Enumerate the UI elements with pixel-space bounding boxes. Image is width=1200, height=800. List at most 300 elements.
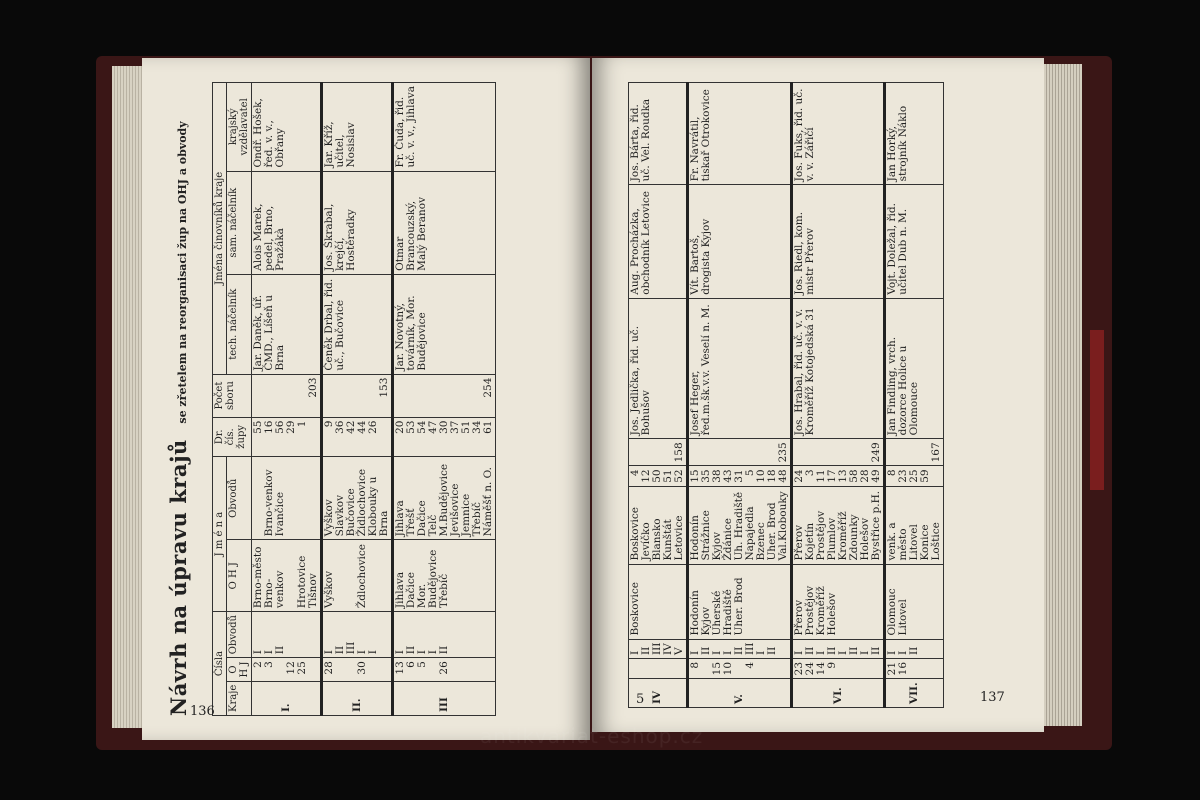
dr-num: 29 — [285, 420, 297, 434]
col-jmena: J m é n a — [213, 457, 227, 612]
ohj-num: 23 — [793, 661, 805, 676]
ohj-name-cell — [885, 564, 944, 639]
region-row — [792, 83, 885, 708]
vzdelavatel: Fr. Čuda, řid. uč. v. v., Jihlava — [394, 86, 417, 168]
sam-nacelnik: Jos. Riedl, kom. mistr Přerov — [793, 211, 816, 295]
obvod-name-cell — [629, 486, 688, 564]
dr-num: 13 — [837, 469, 849, 483]
kraj-label: II. — [350, 698, 363, 712]
dr-num: 11 — [815, 469, 827, 483]
tech-nacelnik: Jos. Hrabal, řid. uč. v. v. Kroměříž Kotojedská 31 — [793, 307, 816, 436]
ohj-num: 15 — [711, 661, 723, 676]
dr-cell — [322, 417, 393, 457]
obvod-name: Hodonín — [689, 515, 701, 561]
obvod-num-cell — [393, 612, 496, 658]
obvod-num — [286, 615, 297, 654]
obvod-num: I — [323, 650, 335, 655]
col-cinovnici: Jména činovníků kraje — [213, 83, 227, 375]
ohj-num: 25 — [296, 661, 308, 675]
obvod-num: I — [711, 650, 723, 655]
ohj-num: 9 — [826, 661, 838, 669]
ohj-num: 2 — [252, 661, 264, 668]
ohj-name: Přerov — [793, 599, 805, 636]
dr-num: 48 — [777, 469, 789, 483]
ohj-num: 14 — [815, 661, 827, 676]
watermark: antikvariat-eshop.cz — [480, 724, 704, 748]
kraj-cell — [322, 681, 393, 715]
obvod-name: Jemnice — [460, 493, 472, 537]
sam-nacelnik: Jos. Škrabal, krejčí, Hostěradky — [323, 203, 357, 271]
obvod-name: Plumlov — [826, 517, 838, 561]
pocet-cell — [629, 439, 688, 466]
kraj-cell — [688, 679, 792, 708]
region-row — [393, 83, 496, 716]
sam-cell — [629, 185, 688, 298]
dr-num: 49 — [870, 469, 882, 483]
vzdelavatel: Fr. Navrátil, tiskař Otrokovice — [689, 89, 712, 182]
title-main: Návrh na úpravu krajů — [166, 439, 191, 716]
dr-num: 18 — [766, 469, 778, 483]
tech-cell — [688, 298, 792, 439]
sam-nacelnik: Vojt. Doležal, řid. učitel Dub n. M. — [886, 203, 909, 295]
ohj-name: Ždlochovice — [356, 544, 368, 609]
ohj-name: Kyjov — [700, 606, 712, 636]
ohj-name: Budějovice — [427, 549, 439, 609]
obvod-name-cell — [792, 486, 885, 564]
kraj-label: I. — [279, 703, 292, 712]
obvod-name: Napajedla — [744, 506, 756, 561]
obvod-num: I — [689, 650, 701, 655]
ohj-name-cell — [792, 564, 885, 639]
ohj-name — [335, 543, 346, 608]
tech-nacelnik: Jar. Daněk, úř. ČMD., Líšeň u Brna — [252, 294, 286, 371]
obvod-num-cell — [792, 639, 885, 658]
obvod-num: II — [640, 646, 652, 655]
ohj-name: Kroměříž — [815, 586, 827, 636]
page-title — [166, 82, 202, 716]
obvod-num: III — [651, 642, 663, 655]
col-sam: sam. náčelník — [227, 171, 252, 274]
obvod-name: Bučovice — [345, 488, 357, 537]
obvod-name: Kunštát — [662, 519, 674, 561]
dr-cell — [688, 466, 792, 486]
obvod-name: Kyjov — [711, 531, 723, 561]
obvod-num: I — [859, 650, 871, 655]
col-vzdel: krajský vzdělavatel — [227, 83, 252, 172]
obvod-num: I — [394, 650, 406, 655]
kraj-cell — [252, 681, 322, 715]
dr-num: 10 — [755, 469, 767, 483]
pocet-value: 203 — [307, 377, 319, 398]
left-page-content — [166, 82, 566, 716]
ohj-name: Boskovice — [629, 582, 641, 636]
kraj-label: VII. — [908, 682, 920, 704]
ohj-num: 12 — [285, 661, 297, 675]
pocet-cell — [393, 374, 496, 417]
ohj-num: 3 — [263, 661, 275, 668]
sam-nacelnik: Vít. Bartoš, drogista Kyjov — [689, 218, 712, 295]
vzdel-cell — [885, 83, 944, 185]
kraj-cell — [393, 681, 496, 715]
ohj-num-cell — [688, 658, 792, 678]
vzdelavatel: Jos. Bárta, řid. uč. Vel. Roudka — [629, 98, 652, 182]
right-page — [592, 58, 1044, 732]
col-pocet: Počet sboru — [213, 374, 252, 417]
obvod-name — [297, 460, 308, 536]
dr-num: 5 — [744, 469, 756, 477]
sam-cell — [885, 185, 944, 298]
obvod-num: I — [897, 650, 909, 655]
ohj-name: Hrotovice — [296, 555, 308, 609]
obvod-name: Brno-venkov — [263, 469, 275, 537]
col-kraje: Kraje — [227, 681, 252, 715]
obvod-name: Uher. Brod — [766, 502, 778, 561]
obvod-name: Zdounky — [848, 514, 860, 561]
page-edges-left — [112, 66, 144, 728]
ohj-num: 4 — [744, 661, 756, 669]
obvod-num: I — [356, 650, 368, 655]
ohj-name: Třebíč — [438, 573, 450, 609]
obvod-num: II — [438, 645, 450, 655]
page-number-mid: 5 — [636, 692, 645, 707]
dr-num: 30 — [438, 420, 450, 434]
obvod-name: Litovel — [908, 524, 920, 561]
obvod-name: Třešť — [405, 508, 417, 537]
ohj-name: Jihlava — [394, 571, 406, 609]
obvod-name: Kroměříž — [837, 511, 849, 561]
ohj-num-cell — [393, 658, 496, 682]
pocet-cell — [688, 439, 792, 466]
obvod-name: Kojetín — [804, 522, 816, 561]
tech-nacelnik: Jos. Jedlička, řid. uč. Bohušov — [629, 325, 652, 436]
obvod-num: II — [334, 645, 346, 655]
kraj-label: V. — [733, 694, 745, 704]
ohj-num: 28 — [323, 661, 335, 675]
obvod-num: I — [815, 650, 827, 655]
obvod-name: Jevíčko — [640, 522, 652, 561]
dr-num: 36 — [334, 420, 346, 434]
region-row — [885, 83, 944, 708]
ohj-num — [368, 661, 379, 678]
ohj-name: Brno-město — [252, 546, 264, 609]
obvod-num-cell — [885, 639, 944, 658]
ohj-name: Prostějov — [804, 585, 816, 636]
obvod-name: Konice — [919, 524, 931, 561]
dr-num: 42 — [345, 420, 357, 434]
dr-num: 23 — [897, 469, 909, 483]
dr-num: 47 — [427, 420, 439, 434]
obvod-num: II — [700, 646, 712, 655]
obvod-num: II — [274, 645, 286, 655]
ohj-name — [663, 568, 674, 636]
dr-num: 51 — [662, 469, 674, 483]
tech-cell — [252, 274, 322, 374]
dr-num: 43 — [722, 469, 734, 483]
dr-cell — [252, 417, 322, 457]
ohj-name: Hodonín — [689, 590, 701, 636]
sam-cell — [393, 171, 496, 274]
ohj-num: 26 — [438, 661, 450, 675]
ohj-num-cell — [885, 658, 944, 678]
col-ohj: O H J — [227, 658, 252, 682]
vzdelavatel: Jar. Kříž, učitel, Nosislav — [323, 121, 357, 168]
obvod-num: II — [804, 646, 816, 655]
obvod-name: Strážnice — [700, 510, 712, 561]
pocet-value: 158 — [673, 442, 685, 463]
obvod-name: Náměšť n. O. — [482, 467, 494, 537]
ohj-num-cell — [629, 658, 688, 678]
pocet-value: 254 — [482, 377, 494, 398]
ohj-name — [652, 568, 663, 636]
ohj-name: Olomouc — [886, 588, 898, 636]
col-cisla: Čísla — [213, 612, 227, 716]
obvod-name-cell — [393, 457, 496, 540]
ohj-name: Vyškov — [323, 570, 335, 609]
ohj-name-cell — [322, 540, 393, 612]
obvod-name: Letovice — [673, 515, 685, 561]
sam-nacelnik: Otmar Brancouzský, Malý Beranov — [394, 196, 428, 271]
kraj-label: VI. — [831, 687, 844, 704]
obvod-num: II — [405, 645, 417, 655]
obvod-num-cell — [629, 639, 688, 658]
obvod-name: Přerov — [793, 524, 805, 561]
dr-num: 35 — [700, 469, 712, 483]
tech-nacelnik: Josef Heger, řed.m.šk.v.v. Veselí n. M. — [689, 304, 712, 436]
col-obvodu-name: Obvodů — [227, 457, 252, 540]
pocet-cell — [885, 439, 944, 466]
dr-num: 51 — [460, 420, 472, 434]
obvod-num: II — [848, 646, 860, 655]
vzdel-cell — [629, 83, 688, 185]
vzdel-cell — [252, 83, 322, 172]
dr-num: 28 — [859, 469, 871, 483]
obvod-num: IV — [662, 643, 674, 655]
obvod-name: Jihlava — [394, 500, 406, 537]
ohj-num-cell — [792, 658, 885, 678]
obvod-name: Boskovice — [629, 507, 641, 561]
obvod-name-cell — [885, 486, 944, 564]
ohj-num-cell — [322, 658, 393, 682]
ohj-name: Tišnov — [307, 573, 319, 609]
dr-num: 38 — [711, 469, 723, 483]
dr-num: 20 — [394, 420, 406, 434]
obvod-num: I — [722, 650, 734, 655]
ohj-name-cell — [688, 564, 792, 639]
pocet-value: 235 — [777, 442, 789, 463]
title-subtitle: se zřetelem na reorganisaci žup na OHJ a obvody — [176, 121, 189, 424]
obvod-num — [297, 615, 308, 654]
vzdel-cell — [393, 83, 496, 172]
ohj-name — [674, 568, 685, 636]
obvod-num: I — [793, 650, 805, 655]
dr-cell — [792, 466, 885, 486]
col-obvodu: Obvodů — [227, 612, 252, 658]
sam-cell — [252, 171, 322, 274]
obvod-num: I — [755, 650, 767, 655]
tech-nacelnik: Čeněk Drbal, řid. uč., Bučovice — [323, 278, 346, 371]
dr-num: 59 — [919, 469, 931, 483]
obvod-num: I — [263, 650, 275, 655]
obvod-num: I — [427, 650, 439, 655]
obvod-num-cell — [252, 612, 322, 658]
dr-num: 37 — [449, 420, 461, 434]
ohj-name: Uher. Brod — [733, 577, 745, 636]
kraj-cell — [885, 679, 944, 708]
dr-num: 34 — [471, 420, 483, 434]
regions-table-left — [212, 82, 496, 716]
obvod-num: I — [252, 650, 264, 655]
sam-cell — [322, 171, 393, 274]
kraj-cell — [792, 679, 885, 708]
ohj-num: 8 — [689, 661, 701, 669]
dr-num: 58 — [848, 469, 860, 483]
page-edges-right — [1044, 64, 1082, 726]
ohj-num: 13 — [394, 661, 406, 675]
col-dr: Dr. čís. župy — [213, 417, 252, 457]
vzdel-cell — [322, 83, 393, 172]
dr-num: 61 — [482, 420, 494, 434]
pocet-value: 153 — [378, 377, 390, 398]
regions-table-right — [628, 82, 944, 708]
obvod-num-cell — [322, 612, 393, 658]
sam-cell — [688, 185, 792, 298]
dr-num: 16 — [263, 420, 275, 434]
obvod-name: Uh. Hradiště — [733, 491, 745, 561]
obvod-name: Ivančice — [274, 491, 286, 537]
vzdel-cell — [792, 83, 885, 185]
dr-cell — [393, 417, 496, 457]
dr-num: 4 — [629, 469, 641, 477]
dr-num: 15 — [689, 469, 701, 483]
obvod-num: II — [908, 646, 920, 655]
region-row — [252, 83, 322, 716]
left-page — [142, 58, 590, 740]
obvod-name: Ždánice — [722, 518, 734, 561]
tech-cell — [393, 274, 496, 374]
obvod-name-cell — [322, 457, 393, 540]
obvod-name: Loštice — [930, 522, 942, 561]
dr-cell — [629, 466, 688, 486]
col-tech: tech. náčelník — [227, 274, 252, 374]
obvod-name: Židlochovice — [356, 468, 368, 537]
region-row — [629, 83, 688, 708]
region-row — [688, 83, 792, 708]
region-row — [322, 83, 393, 716]
page-number-left: 136 — [190, 704, 215, 719]
right-page-content — [618, 82, 1018, 708]
pocet-cell — [322, 374, 393, 417]
obvod-name: Val.Klobouky — [777, 491, 789, 561]
dr-num: 1 — [296, 420, 308, 428]
tech-nacelnik: Jar. Novotný, továrník, Mor. Budějovice — [394, 295, 428, 371]
pocet-cell — [792, 439, 885, 466]
obvod-name — [286, 460, 297, 536]
obvod-num: I — [886, 650, 898, 655]
ohj-num-cell — [252, 658, 322, 682]
dr-num: 52 — [673, 469, 685, 483]
dr-num: 25 — [908, 469, 920, 483]
dr-num: 50 — [651, 469, 663, 483]
vzdelavatel: Jan Horký, strojník Náklo — [886, 105, 909, 182]
obvod-name-cell — [252, 457, 322, 540]
pocet-cell — [252, 374, 322, 417]
vzdelavatel: Ondř. Hošek, řed. v. v., Obřany — [252, 98, 286, 168]
dr-num: 56 — [274, 420, 286, 434]
ohj-name-cell — [252, 540, 322, 612]
obvod-name-cell — [688, 486, 792, 564]
ohj-num: 10 — [722, 661, 734, 676]
obvod-name: Vyškov — [323, 499, 335, 537]
obvod-num: I — [837, 650, 849, 655]
tech-cell — [792, 298, 885, 439]
obvod-num: III — [345, 641, 357, 655]
ohj-num — [674, 662, 685, 675]
dr-num: 55 — [252, 420, 264, 434]
ohj-name: Brno-venkov — [263, 570, 286, 609]
tech-cell — [885, 298, 944, 439]
dr-cell — [885, 466, 944, 486]
obvod-num: II — [826, 646, 838, 655]
dr-num: 17 — [826, 469, 838, 483]
kraj-label: IV — [651, 690, 663, 704]
obvod-name: Bystřice p.H. — [870, 490, 882, 561]
ohj-num: 30 — [356, 661, 368, 675]
dr-num: 53 — [405, 420, 417, 434]
ohj-name-cell — [393, 540, 496, 612]
ohj-name — [641, 568, 652, 636]
page-number-right: 137 — [980, 690, 1005, 705]
dr-num: 9 — [323, 420, 335, 428]
obvod-num: II — [733, 646, 745, 655]
obvod-num: V — [673, 647, 685, 655]
obvod-name: Blansko — [651, 518, 663, 561]
vzdel-cell — [688, 83, 792, 185]
ohj-num: 24 — [804, 661, 816, 676]
obvod-name: Holešov — [859, 517, 871, 561]
bookmark-ribbon — [1090, 330, 1104, 490]
dr-num: 26 — [367, 420, 379, 434]
dr-num: 24 — [793, 469, 805, 483]
vzdelavatel: Jos. Fuks, řid. uč. v. v. Zářičí — [793, 88, 816, 182]
tech-cell — [322, 274, 393, 374]
obvod-num: II — [766, 646, 778, 655]
obvod-name: Jevišovice — [449, 483, 461, 537]
obvod-num: I — [629, 650, 641, 655]
obvod-name: venk. a město — [886, 522, 909, 561]
obvod-name: Bzenec — [755, 522, 767, 561]
dr-num: 12 — [640, 469, 652, 483]
obvod-name: Třebíč — [471, 502, 483, 537]
tech-cell — [629, 298, 688, 439]
obvod-num: II — [870, 646, 882, 655]
kraj-label: III — [438, 697, 450, 712]
obvod-name: Dačice — [416, 500, 428, 537]
obvod-num: I — [367, 650, 379, 655]
dr-num: 44 — [356, 420, 368, 434]
obvod-name: M.Budějovice — [438, 463, 450, 537]
ohj-name: Uherské Hradiště — [711, 589, 734, 636]
dr-num: 54 — [416, 420, 428, 434]
pocet-value: 167 — [930, 442, 942, 463]
dr-num: 8 — [886, 469, 898, 477]
dr-num: 3 — [804, 469, 816, 477]
obvod-name: Klobouky u Brna — [367, 476, 390, 537]
tech-nacelnik: Jan Findling, vrch. dozorce Holice u Olomouce — [886, 336, 920, 436]
pocet-value: 249 — [870, 442, 882, 463]
obvod-name: Prostějov — [815, 510, 827, 561]
ohj-name-cell — [629, 564, 688, 639]
obvod-num-cell — [688, 639, 792, 658]
